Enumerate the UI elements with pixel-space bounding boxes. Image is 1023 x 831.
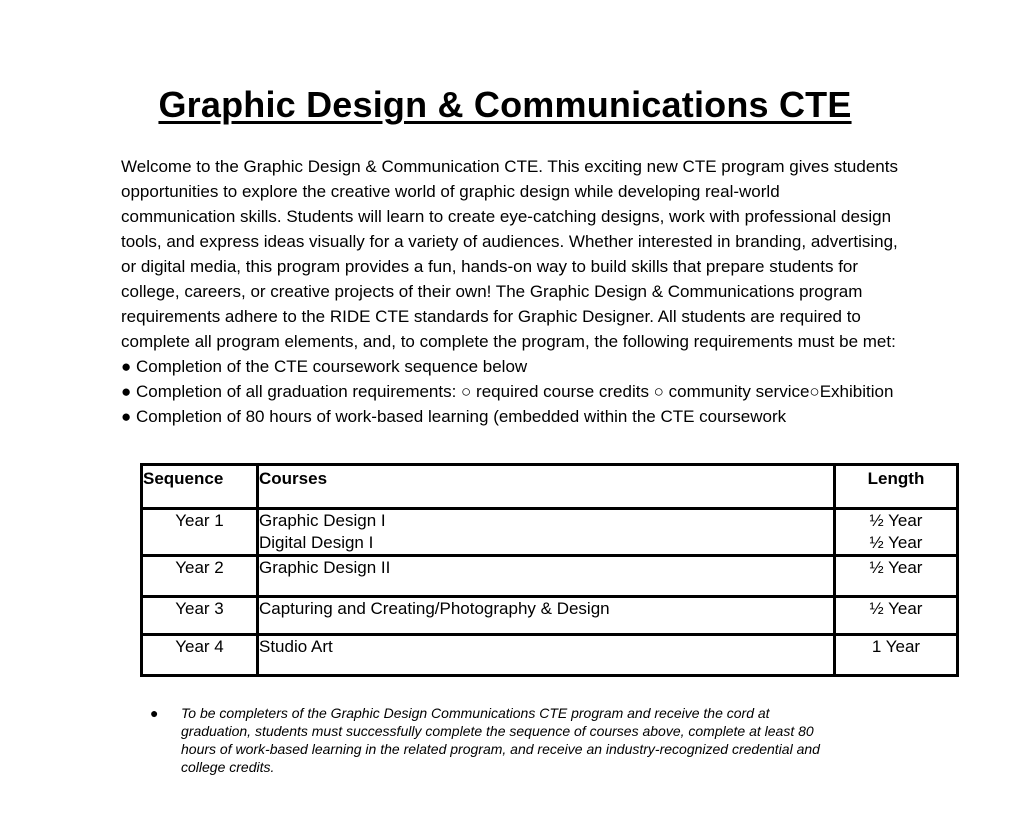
sequence-label: Year 1 (175, 511, 224, 530)
table-header-row (142, 465, 958, 509)
courses-cell (258, 635, 835, 676)
course-name: Graphic Design I (259, 511, 386, 530)
requirement-item: ● Completion of 80 hours of work-based learning (embedded within the CTE coursework (121, 407, 787, 426)
requirement-item: ● Completion of all graduation requirements: ○ required course credits ○ community service○Exhibition (121, 382, 894, 401)
page-title: Graphic Design & Communications CTE (158, 84, 852, 125)
completion-footnote (150, 704, 850, 776)
courses-cell (258, 597, 835, 635)
intro-line: college, careers, or creative projects of their own! The Graphic Design & Communications program (121, 282, 863, 301)
length-cell (835, 635, 958, 676)
footnote-line: college credits. (181, 759, 275, 775)
table-row (142, 635, 958, 676)
length-cell (835, 597, 958, 635)
table-row (142, 509, 958, 556)
sequence-cell (142, 597, 258, 635)
table-row (142, 597, 958, 635)
intro-line: opportunities to explore the creative world of graphic design while developing real-world (121, 182, 780, 201)
length-cell (835, 556, 958, 597)
sequence-cell (142, 509, 258, 556)
intro-text (121, 154, 921, 429)
courses-cell (258, 509, 835, 556)
header-sequence: Sequence (142, 465, 258, 509)
courses-cell (258, 556, 835, 597)
bullet-icon: ● (150, 705, 159, 721)
course-name: Studio Art (259, 637, 333, 656)
header-length: Length (835, 465, 958, 509)
intro-line: or digital media, this program provides a fun, hands-on way to build skills that prepare students for (121, 257, 859, 276)
footnote-line: To be completers of the Graphic Design Communications CTE program and receive the cord at (181, 705, 770, 721)
intro-line: tools, and express ideas visually for a variety of audiences. Whether interested in branding, advertising, (121, 232, 898, 251)
intro-line: complete all program elements, and, to complete the program, the following requirements must be met: (121, 332, 896, 351)
header-courses: Courses (258, 465, 835, 509)
length-cell (835, 509, 958, 556)
course-length: ½ Year (869, 599, 923, 618)
footnote-text (181, 704, 850, 776)
course-name: Graphic Design II (259, 558, 391, 577)
sequence-cell (142, 556, 258, 597)
sequence-label: Year 3 (175, 599, 224, 618)
intro-line: Welcome to the Graphic Design & Communication CTE. This exciting new CTE program gives students (121, 157, 898, 176)
course-length: 1 Year (871, 637, 921, 656)
course-sequence-table (140, 463, 959, 677)
course-name: Digital Design I (259, 533, 374, 552)
sequence-label: Year 4 (175, 637, 224, 656)
sequence-label: Year 2 (175, 558, 224, 577)
course-length: ½ Year (869, 533, 923, 552)
course-name: Capturing and Creating/Photography & Design (259, 599, 610, 618)
course-length: ½ Year (869, 511, 923, 530)
footnote-line: graduation, students must successfully complete the sequence of courses above, complete at least 80 (181, 723, 814, 739)
intro-line: requirements adhere to the RIDE CTE standards for Graphic Designer. All students are required to (121, 307, 861, 326)
sequence-cell (142, 635, 258, 676)
course-length: ½ Year (869, 558, 923, 577)
table-row (142, 556, 958, 597)
footnote-line: hours of work-based learning in the related program, and receive an industry-recognized credential and (181, 741, 820, 757)
requirement-item: ● Completion of the CTE coursework sequence below (121, 357, 528, 376)
intro-line: communication skills. Students will learn to create eye-catching designs, work with professional design (121, 207, 892, 226)
